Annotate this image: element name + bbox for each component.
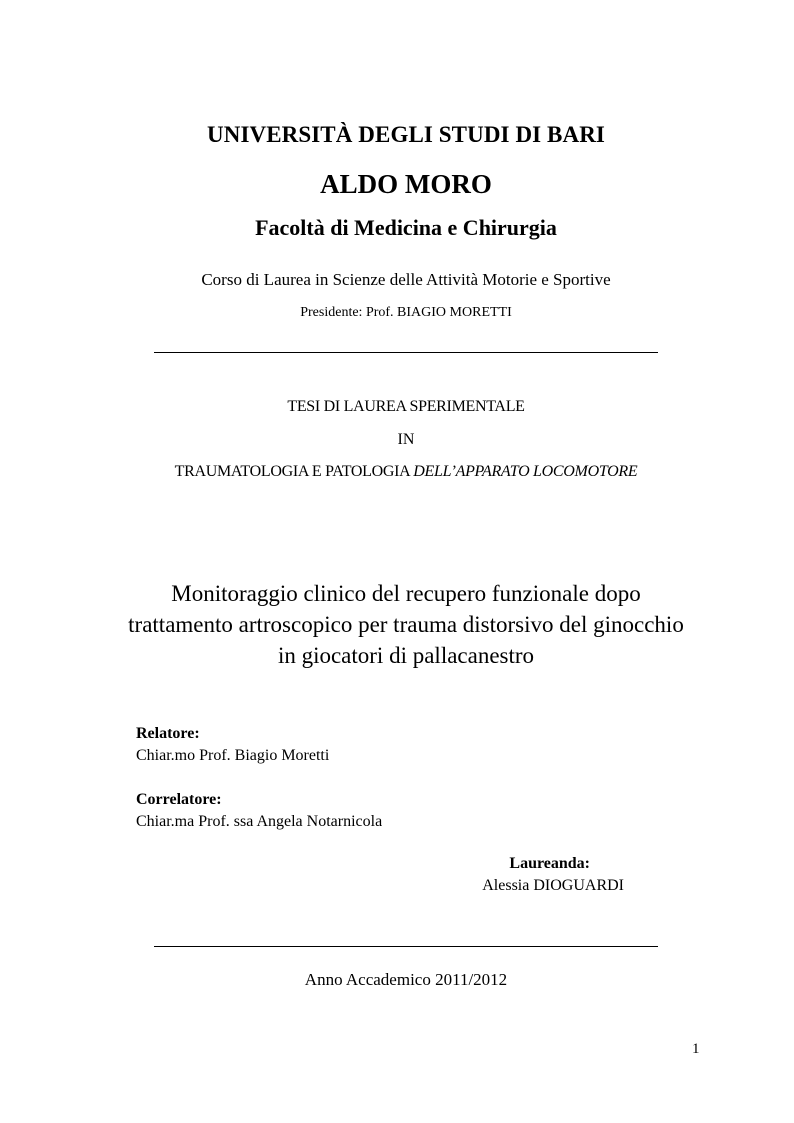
thesis-title (9, 578, 794, 671)
supervisor-name: Chiar.mo Prof. Biagio Moretti (136, 747, 330, 764)
thesis-in: IN (397, 431, 415, 448)
student-label: Laureanda: (509, 855, 590, 872)
thesis-type: TESI DI LAUREA SPERIMENTALE (287, 398, 525, 415)
cosupervisor-label: Correlatore: (136, 791, 222, 808)
bottom-divider (154, 946, 658, 947)
top-divider (154, 352, 658, 353)
thesis-title-line: trattamento artroscopico per trauma distorsivo del ginocchio (128, 612, 684, 637)
thesis-title-line: Monitoraggio clinico del recupero funzionale dopo (171, 581, 641, 606)
student-name: Alessia DIOGUARDI (482, 877, 624, 894)
thesis-subject-italic: DELL’APPARATO LOCOMOTORE (413, 463, 638, 480)
supervisor-label: Relatore: (136, 725, 200, 742)
university-heading: UNIVERSITÀ DEGLI STUDI DI BARI (207, 122, 605, 147)
university-name: ALDO MORO (320, 169, 492, 199)
thesis-subject-plain: TRAUMATOLOGIA E PATOLOGIA (174, 463, 410, 480)
president-line: Presidente: Prof. BIAGIO MORETTI (300, 305, 512, 320)
faculty-heading: Facoltà di Medicina e Chirurgia (255, 215, 557, 240)
cosupervisor-name: Chiar.ma Prof. ssa Angela Notarnicola (136, 813, 383, 830)
thesis-subject (9, 463, 794, 481)
course-name: Corso di Laurea in Scienze delle Attività Motorie e Sportive (201, 270, 611, 289)
page-number: 1 (692, 1041, 700, 1057)
thesis-title-line: in giocatori di pallacanestro (277, 643, 535, 668)
academic-year: Anno Accademico 2011/2012 (304, 970, 508, 989)
